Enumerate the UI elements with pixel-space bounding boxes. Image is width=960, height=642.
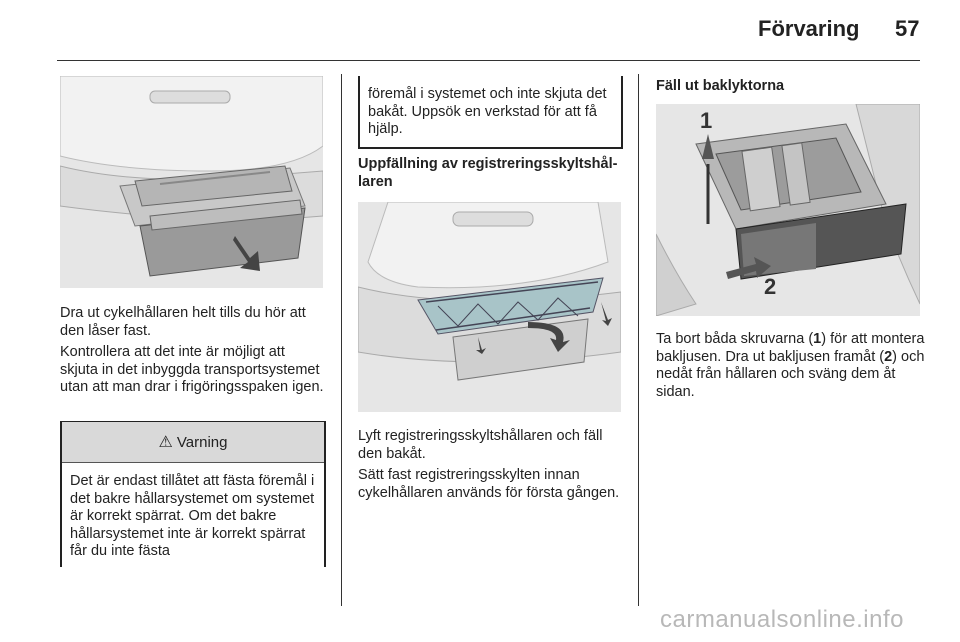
page-section-title: Förvaring [758,16,860,41]
warning-box-continued: föremål i systemet och inte skjuta det bakåt. Uppsök en verkstad för att få hjälp. [358,76,623,149]
tail-light-drawing [656,104,920,316]
instruction-text [656,331,926,401]
warning-header [62,422,324,463]
warning-triangle-icon: ⚠ [158,434,173,451]
instruction-text: Dra ut cykelhållaren helt tills du hör att den låser fast. [60,305,306,339]
column-divider-2 [638,74,639,606]
bike-carrier-drawing [60,76,323,288]
license-plate-holder-drawing [358,202,621,412]
page-number: 57 [895,16,920,41]
instruction-text-part: Ta bort båda skruvarna ( [656,331,814,347]
warning-title: Varning [176,433,228,451]
callout-ref-2: 2 [884,348,893,365]
warning-box [60,421,326,567]
instruction-text: Kontrollera att det inte är möjligt att skjuta in det inbyggda transportsystemet utan att man drar i frigöringsspaken igen. [60,344,324,395]
instruction-text-part: ) och nedåt från hållaren och sväng dem åt sidan. [656,348,925,400]
callout-2-label: 2 [764,274,777,299]
tail-light-illustration [656,104,920,316]
warning-text: Det är endast tillåtet att fästa föremål i det bakre hållarsystemet om systemet är korrekt spärrat. Om det bakre hållarsystemet inte är korrekt spärrat får du inte fästa [70,473,315,559]
column-divider-1 [341,74,342,606]
instruction-text: Sätt fast registreringsskylten innan cykelhållaren används för första gången. [358,467,620,501]
bike-carrier-illustration [60,76,323,288]
license-plate-holder-illustration [358,202,621,412]
watermark: carmanualsonline.info [660,606,904,633]
instruction-text-part: ) för att montera bakljusen. Dra ut bakljusen framåt ( [656,331,925,365]
section-heading: Fäll ut baklyktorna [656,78,785,94]
header-divider [57,60,920,61]
callout-1-label: 1 [700,108,713,133]
callout-ref-1: 1 [813,331,822,347]
section-heading: Uppfällning av registreringsskyltshållaren [358,156,618,190]
instruction-text: Lyft registreringsskyltshållaren och fäll den bakåt. [358,428,603,462]
